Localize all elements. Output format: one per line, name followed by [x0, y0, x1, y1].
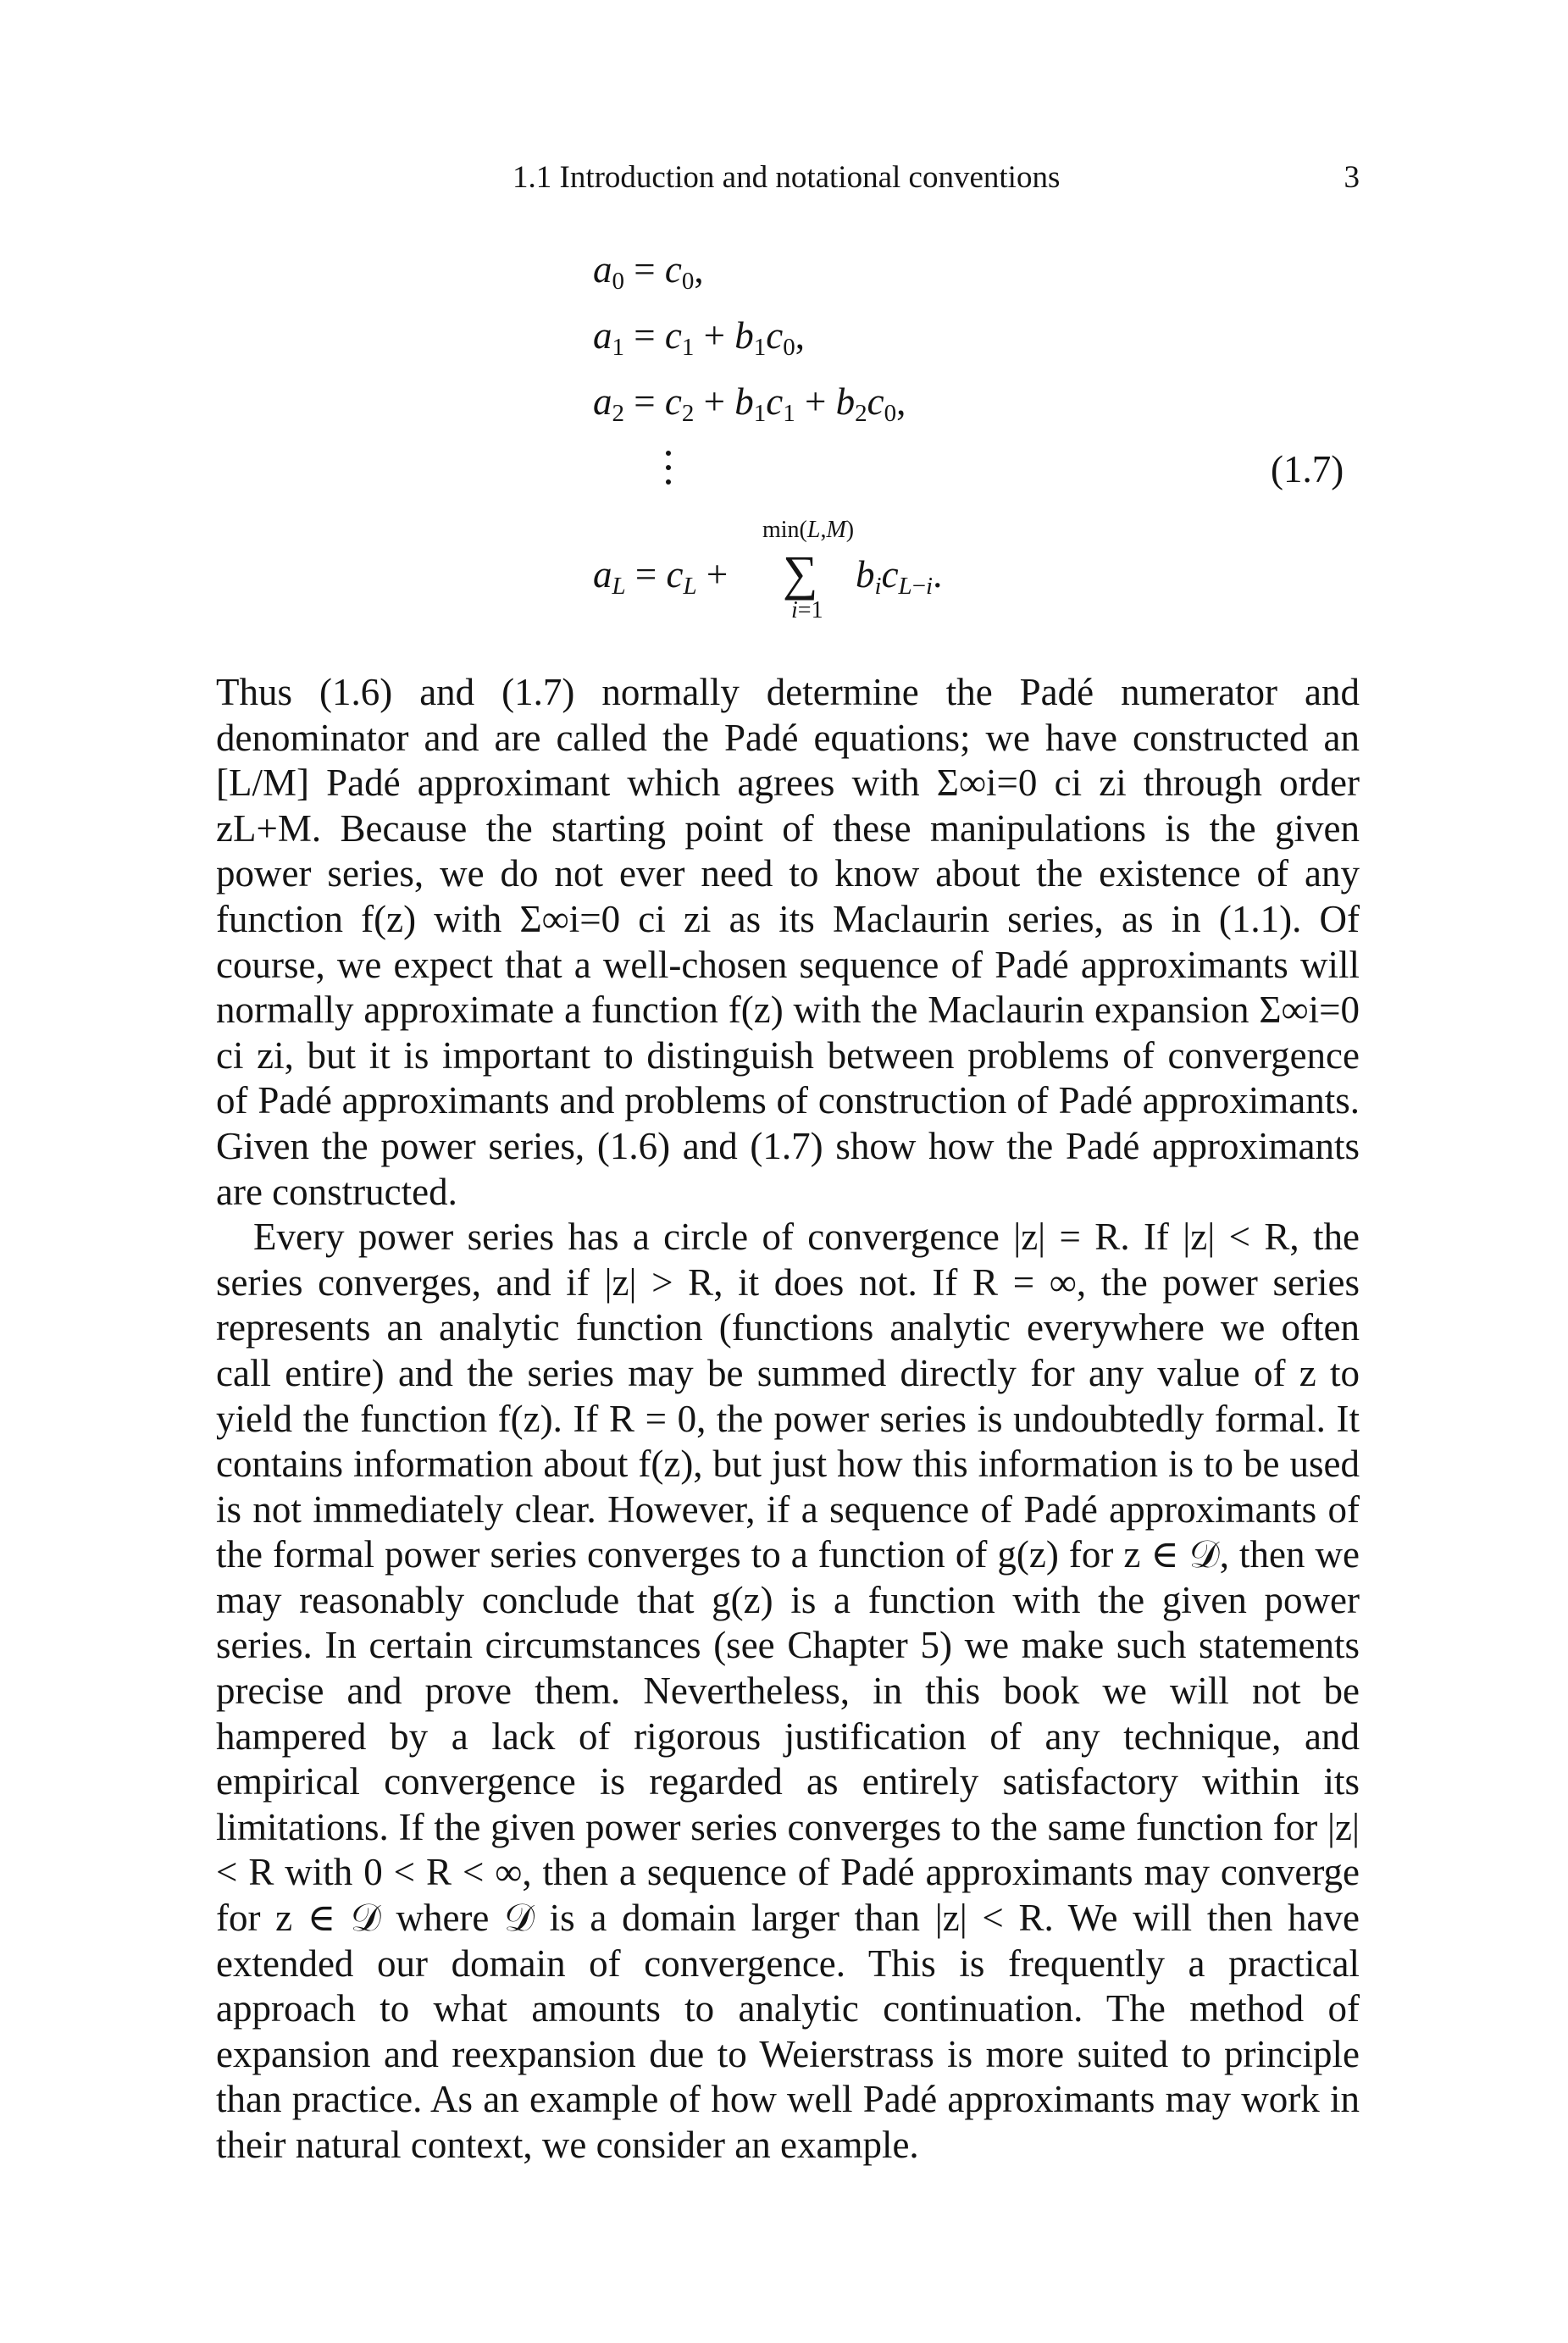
equation-line-a1: $a_1 = c_1 + b_1c_0$, — [593, 314, 805, 361]
equation-line-a0: $a_0 = c_0$, — [593, 248, 704, 295]
running-title: 1.1 Introduction and notational conventions — [513, 160, 1061, 195]
equation-line-a2: $a_2 = c_2 + b_1c_1 + b_2c_0$, — [593, 380, 906, 427]
vertical-ellipsis — [666, 451, 674, 494]
paragraph-2: Every power series has a circle of convergence |z| = R. If |z| < R, the series converges, and if |z| > R, it does not. If R = ∞, the power series represents an analytic function (functions analytic everywhere we often call entire) and the series may be summed directly for any value of z to yield the function f(z). If R = 0, the power series is undoubtedly formal. It contains information about f(z), but just how this information is to be used is not immediately clear. However, if a sequence of Padé approximants of the formal power series converges to a function of g(z) for z ∈ 𝒟, then we may reasonably conclude that g(z) is a function with the given power series. In certain circumstances (see Chapter 5) we make such statements precise and prove them. Nevertheless, in this book we will not be hampered by a lack of rigorous justification of any technique, and empirical convergence is regarded as entirely satisfactory within its limitations. If the given power series converges to the same function for |z| < R with 0 < R < ∞, then a sequence of Padé approximants may converge for z ∈ 𝒟 where 𝒟 is a domain larger than |z| < R. We will then have extended our domain of convergence. This is frequently a practical approach to what amounts to analytic continuation. The method of expansion and reexpansion due to Weierstrass is more suited to principle than practice. As an example of how well Padé approximants may work in their natural context, we consider an example. — [216, 1216, 1360, 2166]
body-text — [216, 670, 1360, 2169]
page-number: 3 — [1344, 160, 1360, 195]
sum-lower-limit: i=1 — [791, 597, 823, 623]
equation-block-1-7 — [0, 0, 1568, 644]
sum-upper-limit: min(L,M) — [762, 517, 855, 543]
paragraph-1: Thus (1.6) and (1.7) normally determine the Padé numerator and denominator and are called the Padé equations; we have constructed an [L/M] Padé approximant which agrees with Σ∞i=0 ci zi through order zL+M. Because the starting point of these manipulations is the given power series, we do not ever need to know about the existence of any function f(z) with Σ∞i=0 ci zi as its Maclaurin series, as in (1.1). Of course, we expect that a well-chosen sequence of Padé approximants will normally approximate a function f(z) with the Maclaurin expansion Σ∞i=0 ci zi, but it is important to distinguish between problems of convergence of Padé approximants and problems of construction of Padé approximants. Given the power series, (1.6) and (1.7) show how the Padé approximants are constructed. — [216, 671, 1360, 1213]
equation-summand: $b_ic_{L-i}$. — [856, 553, 943, 600]
equation-number: (1.7) — [1271, 448, 1344, 490]
summation-sign: ∑ — [783, 546, 818, 601]
equation-line-aL: $a_L = c_L$ + — [593, 553, 729, 600]
